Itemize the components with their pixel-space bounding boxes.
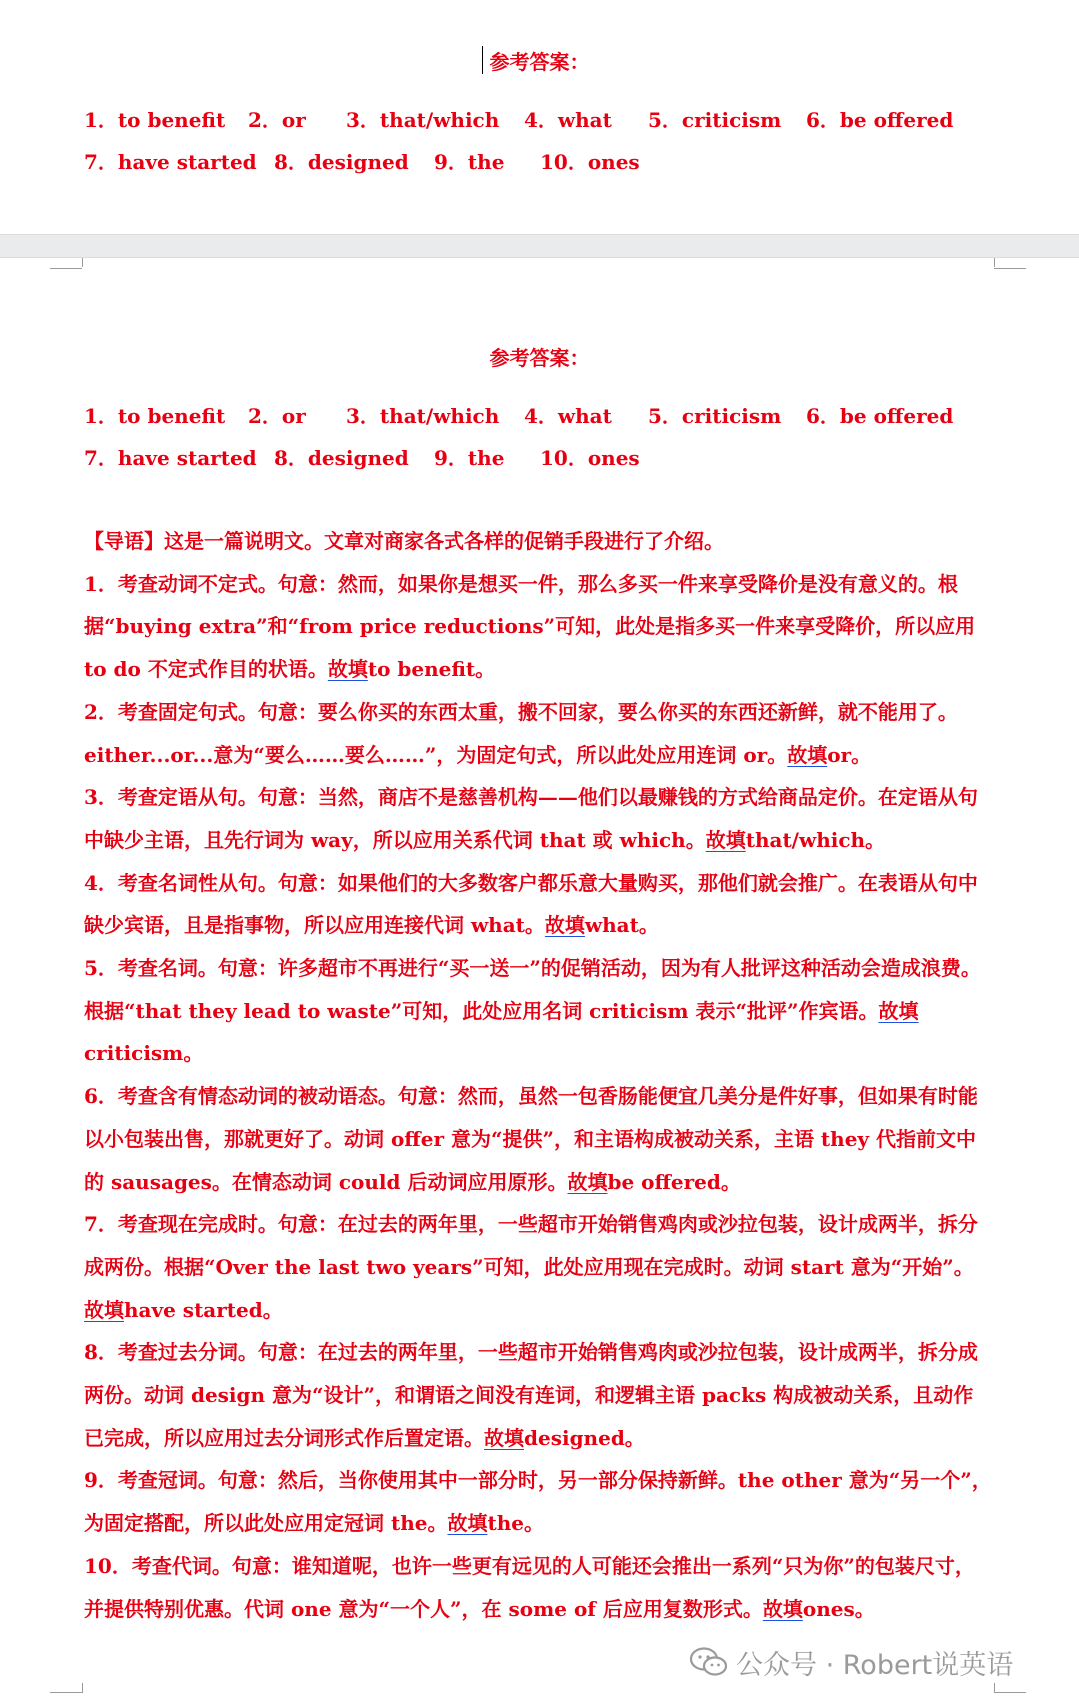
explanation-answer: the。 (487, 1511, 544, 1536)
explanation-item (84, 862, 992, 947)
page-corner-mark (994, 258, 1026, 269)
explanation-text: 10．考查代词。句意：谁知道呢，也许一些更有远见的人可能还会推出一系列“只为你”的包装尺寸，并提供特别优惠。代词 one 意为“一个人”，在 some of 后应用复数形式。 (84, 1553, 975, 1621)
answer-item: 2．or (248, 404, 306, 428)
explanation-answer: or。 (827, 742, 872, 767)
explanation-answer: what。 (584, 913, 659, 938)
page-gap (0, 234, 1079, 258)
explanation-item (84, 776, 992, 861)
page-corner-mark (994, 1683, 995, 1693)
explanation-text: 8．考查过去分词。句意：在过去的两年里，一些超市开始销售鸡肉或沙拉包装，设计成两半，拆分成两份。动词 design 意为“设计”，和谓语之间没有连词，和逻辑主语 packs 构成被动关系，且动作已完成，所以应用过去分词形式作后置定语。 (84, 1340, 978, 1450)
answer-item: 9．the (434, 150, 505, 174)
fill-label: 故填 (705, 827, 746, 852)
explanation-text: 5．考查名词。句意：许多超市不再进行“买一送一”的促销活动，因为有人批评这种活动会造成浪费。根据“that they lead to waste”可知，此处应用名词 criticism 表示“批评”作宾语。 (84, 956, 981, 1023)
watermark (690, 1642, 1013, 1682)
answer-item: 4．what (524, 404, 612, 428)
page1-heading: 参考答案： (489, 50, 590, 74)
answer-item: 10．ones (540, 150, 640, 174)
explanation-item (84, 1459, 992, 1544)
explanation-answer: that/which。 (745, 827, 886, 852)
answer-item: 4．what (524, 108, 612, 132)
answer-item: 7．have started (84, 150, 257, 174)
page-corner-mark (50, 258, 82, 269)
explanation-item (84, 1545, 992, 1630)
explanation-text: 7．考查现在完成时。句意：在过去的两年里，一些超市开始销售鸡肉或沙拉包装，设计成两半，拆分成两份。根据“Over the last two years”可知，此处应用现在完成时。动词 start 意为“开始”。 (84, 1212, 978, 1279)
explanation-item (84, 691, 992, 776)
explanation-item (84, 1203, 992, 1331)
answer-item: 10．ones (540, 446, 640, 470)
fill-label: 故填 (84, 1297, 124, 1322)
answer-item: 2．or (248, 108, 306, 132)
answer-item: 5．criticism (648, 404, 782, 428)
explanation-answer: have started。 (124, 1297, 283, 1322)
answer-item: 1．to benefit (84, 404, 226, 428)
explanation-text: 3．考查定语从句。句意：当然，商店不是慈善机构——他们以最赚钱的方式给商品定价。在定语从句中缺少主语，且先行词为 way，所以应用关系代词 that 或 which。 (84, 785, 978, 852)
answer-item: 7．have started (84, 446, 257, 470)
explanation-answer: to benefit。 (367, 657, 496, 682)
intro-paragraph: 【导语】这是一篇说明文。文章对商家各式各样的促销手段进行了介绍。 (84, 529, 724, 553)
answer-item: 8．designed (274, 150, 409, 174)
page-corner-mark (50, 1692, 82, 1703)
explanation-item (84, 563, 992, 691)
explanation-text: 4．考查名词性从句。句意：如果他们的大多数客户都乐意大量购买，那他们就会推广。在表语从句中缺少宾语，且是指事物，所以应用连接代词 what。 (84, 870, 978, 938)
explanation-body (84, 520, 992, 1630)
fill-label: 故填 (878, 998, 919, 1023)
watermark-text: 公众号 · Robert说英语 (736, 1649, 1014, 1681)
answer-item: 6．be offered (806, 108, 954, 132)
fill-label: 故填 (327, 657, 368, 682)
wechat-icon (690, 1647, 728, 1677)
answer-item: 3．that/which (346, 108, 500, 132)
fill-label: 故填 (544, 913, 585, 938)
page-corner-mark (994, 1692, 1026, 1703)
page-corner-mark (82, 1683, 83, 1693)
page-corner-mark (994, 258, 995, 267)
explanation-text: 6．考查含有情态动词的被动语态。句意：然而，虽然一包香肠能便宜几美分是件好事，但如果有时能以小包装出售，那就更好了。动词 offer 意为“提供”，和主语构成被动关系，主语 they 代指前文中的 sausages。在情态动词 could 后动词应用原形。 (84, 1084, 978, 1194)
answer-item: 1．to benefit (84, 108, 226, 132)
explanation-text: 1．考查动词不定式。句意：然而，如果你是想买一件，那么多买一件来享受降价是没有意义的。根据“buying extra”和“from price reductions”可知，此处是指多买一件来享受降价，所以应用 to do 不定式作目的状语。 (84, 571, 976, 682)
explanation-answer: be offered。 (607, 1169, 741, 1194)
explanation-answer: criticism。 (84, 1041, 204, 1066)
explanation-text: 2．考查固定句式。句意：要么你买的东西太重，搬不回家，要么你买的东西还新鲜，就不能用了。either...or...意为“要么……要么……”，为固定句式，所以此处应用连词 or。 (84, 699, 958, 767)
answer-item: 9．the (434, 446, 505, 470)
explanation-answer: ones。 (802, 1596, 875, 1621)
explanation-item (84, 1331, 992, 1459)
page-corner-mark (82, 258, 83, 267)
fill-label: 故填 (567, 1169, 608, 1194)
explanation-item (84, 947, 992, 1075)
answer-item: 3．that/which (346, 404, 500, 428)
fill-label: 故填 (447, 1511, 488, 1536)
explanation-answer: designed。 (524, 1425, 645, 1450)
fill-label: 故填 (484, 1425, 524, 1450)
answer-item: 6．be offered (806, 404, 954, 428)
fill-label: 故填 (762, 1596, 803, 1621)
answer-item: 8．designed (274, 446, 409, 470)
fill-label: 故填 (787, 742, 828, 767)
answer-item: 5．criticism (648, 108, 782, 132)
explanation-text: 9．考查冠词。句意：然后，当你使用其中一部分时，另一部分保持新鲜。the other 意为“另一个”，为固定搭配，所以此处应用定冠词 the。 (84, 1468, 992, 1536)
explanation-item (84, 1075, 992, 1203)
page2-heading: 参考答案： (489, 346, 590, 370)
